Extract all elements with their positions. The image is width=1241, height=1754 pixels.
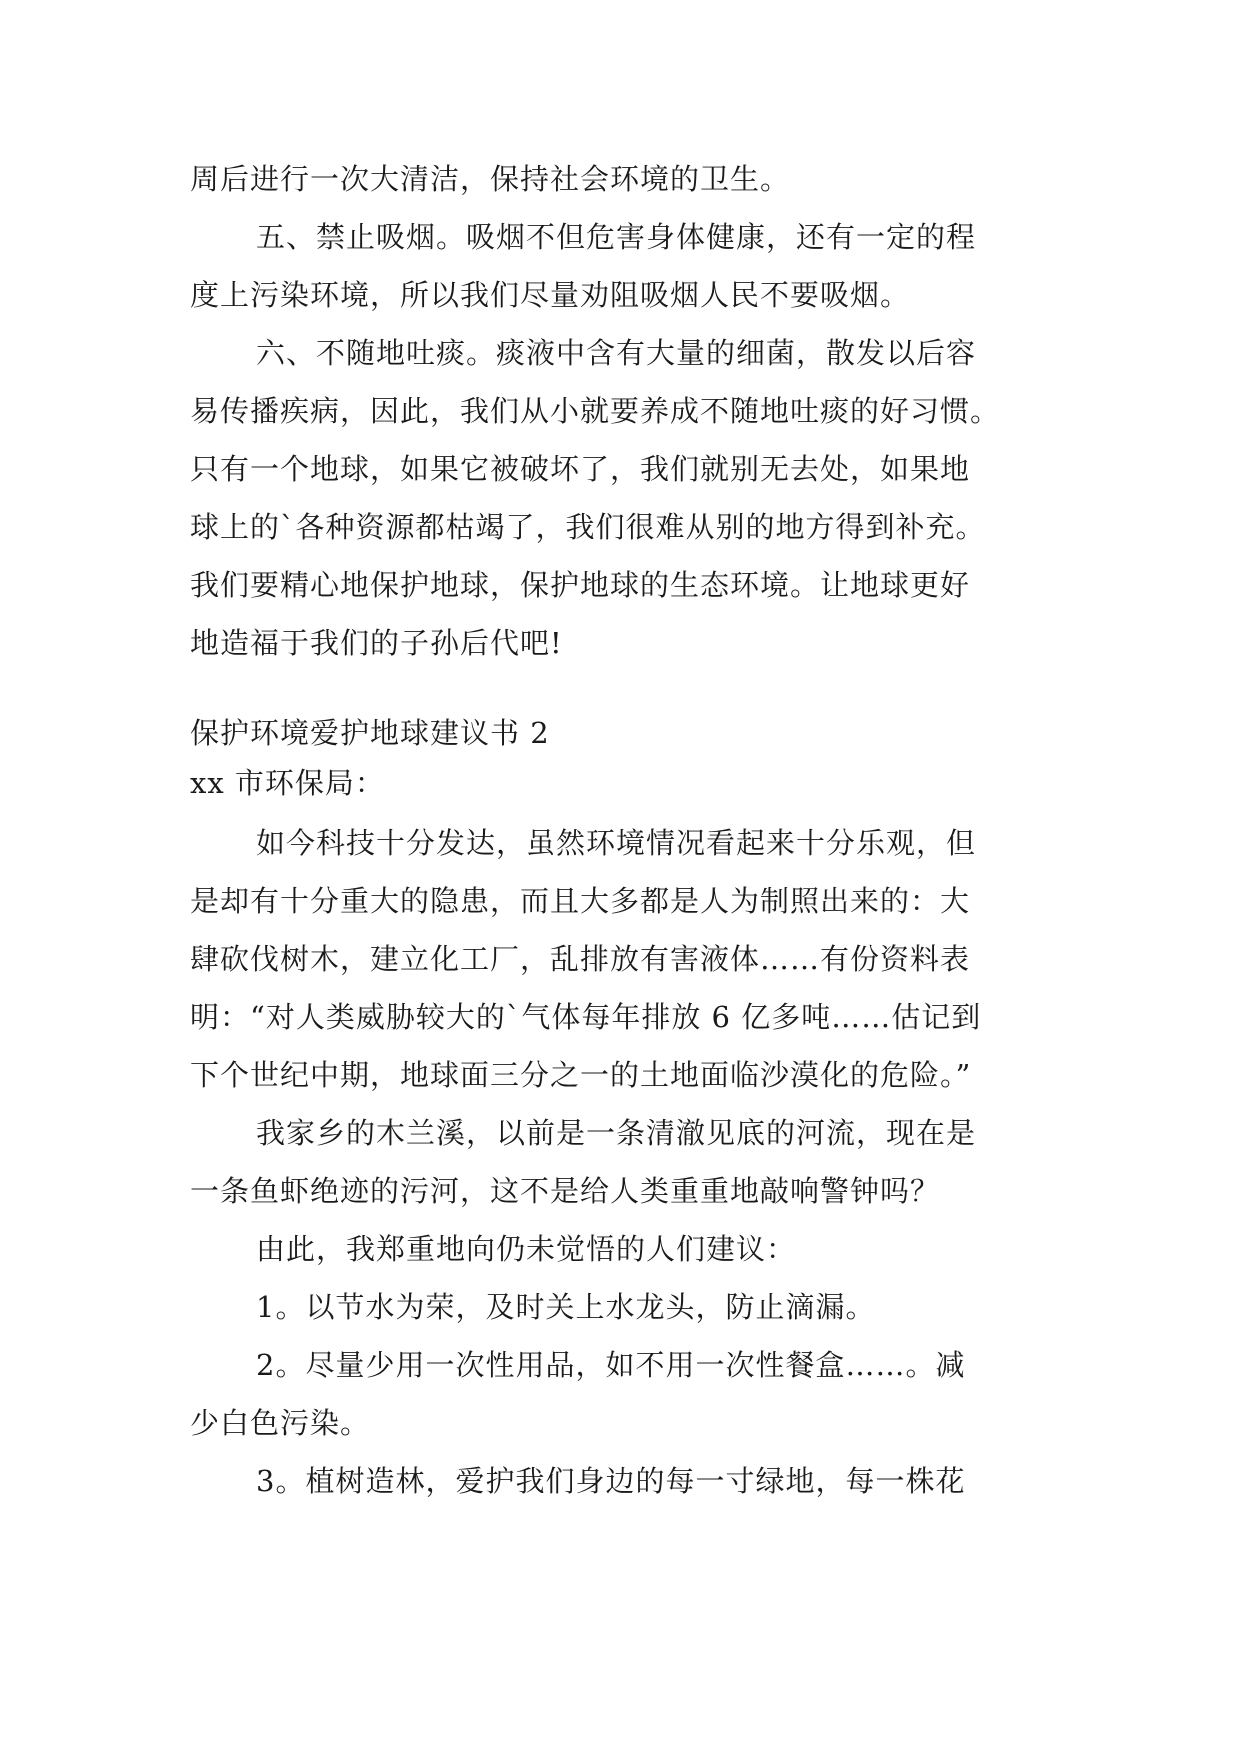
paragraph-line: 我家乡的木兰溪，以前是一条清澈见底的河流，现在是 — [256, 1116, 977, 1150]
paragraph-line: 一条鱼虾绝迹的污河，这不是给人类重重地敲响警钟吗？ — [190, 1174, 941, 1208]
paragraph-line: 下个世纪中期，地球面三分之一的土地面临沙漠化的危险。” — [190, 1058, 972, 1092]
list-item: 1。以节水为荣，及时关上水龙头，防止滴漏。 — [256, 1290, 876, 1324]
paragraph-line: 我们要精心地保护地球，保护地球的生态环境。让地球更好 — [190, 568, 971, 602]
paragraph-line: 球上的`各种资源都枯竭了，我们很难从别的地方得到补充。 — [190, 510, 986, 544]
paragraph-line: 明：“对人类威胁较大的`气体每年排放 6 亿多吨……估记到 — [190, 1000, 982, 1034]
paragraph-line: 易传播疾病，因此，我们从小就要养成不随地吐痰的好习惯。 — [190, 394, 1001, 428]
list-item: 2。尽量少用一次性用品，如不用一次性餐盒……。减 — [256, 1348, 966, 1382]
paragraph-line: 由此，我郑重地向仍未觉悟的人们建议： — [256, 1232, 797, 1266]
paragraph-line: 肆砍伐树木，建立化工厂，乱排放有害液体……有份资料表 — [190, 942, 971, 976]
paragraph-line: 如今科技十分发达，虽然环境情况看起来十分乐观，但 — [256, 826, 977, 860]
paragraph-line: 度上污染环境，所以我们尽量劝阻吸烟人民不要吸烟。 — [190, 278, 911, 312]
paragraph-line: 是却有十分重大的隐患，而且大多都是人为制照出来的：大 — [190, 884, 971, 918]
paragraph-line: 六、不随地吐痰。痰液中含有大量的细菌，散发以后容 — [256, 336, 977, 370]
document-body — [190, 150, 1050, 1510]
list-item: 3。植树造林，爱护我们身边的每一寸绿地，每一株花 — [256, 1464, 966, 1498]
section-gap — [190, 672, 1050, 708]
paragraph-line: 只有一个地球，如果它被破坏了，我们就别无去处，如果地 — [190, 452, 971, 486]
section-title: 保护环境爱护地球建议书 2 — [190, 716, 550, 750]
paragraph-line: 地造福于我们的子孙后代吧! — [190, 626, 563, 660]
paragraph-line: 少白色污染。 — [190, 1406, 371, 1440]
paragraph-line: 周后进行一次大清洁，保持社会环境的卫生。 — [190, 162, 791, 196]
salutation: xx 市环保局： — [190, 766, 385, 800]
paragraph-line: 五、禁止吸烟。吸烟不但危害身体健康，还有一定的程 — [256, 220, 977, 254]
